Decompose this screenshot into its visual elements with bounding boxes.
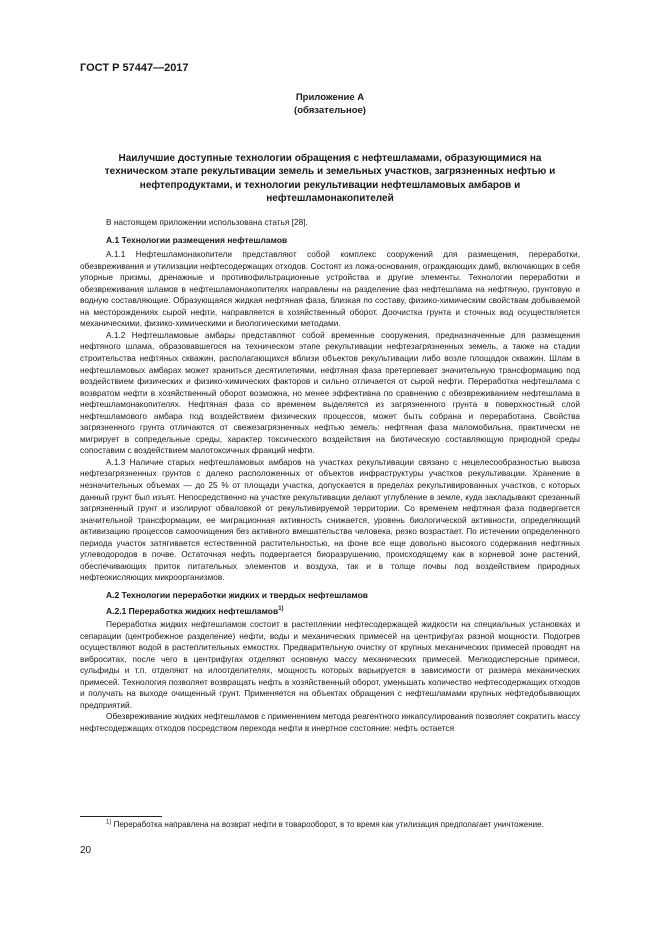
page-number: 20 — [80, 845, 92, 856]
footnote-marker: 1) — [106, 819, 112, 826]
section-a2-1-heading-text: А.2.1 Переработка жидких нефтешламов — [106, 605, 279, 616]
footnote-separator — [80, 816, 162, 817]
footnote-reference: 1) — [278, 605, 284, 612]
section-a1-heading: А.1 Технологии размещения нефтешламов — [106, 234, 288, 245]
paragraph-a1-2: А.1.2 Нефтешламовые амбары представляют собой временные сооружения, предназначенные для размещения нефтяного шлама, образовавшегося на техническом этапе рекультивации нефтезагрязненных земель, а также на стадии строительства нефтяных скважин, располагающихся вблизи объектов рекультивации либо возле площадок скважин. Шлам в нефтешламовых амбарах может храниться десятилетиями, нефтяная фаза претерпевает значительную трансформацию под воздействием физических и физико-химических факторов и сильно отличается от сырой нефти. Переработка нефтешлама с возвратом нефти в хозяйственный оборот возможна, но менее эффективна по сравнению с обезвреживанием нефтешлама в нефтешламонакопителях. Нефтяная фаза со временем выделяется из загрязненного грунта в поверхностный слой нефтешламового амбара под воздействием физических процессов, может быть собрана и переработана. Свойства загрязненного грунта отличаются от свежезагрязненных нефтью земель: нефтяная фаза маломобильна, практически не мигрирует в сопредельные среды, характер токсического воздействия на биотическую составляющую природной среды сопоставим с воздействием малотоксичных фракций нефти. — [80, 329, 580, 456]
paragraph-a2-1: Переработка жидких нефтешламов состоит в растеплении нефтесодержащей жидкости на специальных установках и сепарации (центробежное разделение) нефти, воды и механических примесей на центрифугах разной мощности. Подогрев осуществляют водой в растеплительных емкостях. Предварительную очистку от крупных механических примесей проводят на виброситах, после чего в центрифугах отделяют основную массу механических примесей. Мелкодисперсные примеси, сульфиды и т.п. отделяют на илоотделителях, мощность которых варьируется в зависимости от размера механических примесей. Технология позволяет возвращать нефть в хозяйственный оборот, уменьшать количество нефтесодержащих отходов и получать на выходе очищенный грунт. Применяется на объектах обращения с нефтешламами крупных нефтедобывающих предприятий. — [80, 619, 580, 710]
section-a2-heading: А.2 Технологии переработки жидких и твердых нефтешламов — [106, 589, 368, 600]
annex-label: Приложение А — [295, 92, 365, 103]
standard-designation: ГОСТ Р 57447—2017 — [80, 62, 189, 74]
footnote — [80, 819, 580, 830]
paragraph-a2-2: Обезвреживание жидких нефтешламов с применением метода реагентного инкапсулирования позволяет сократить массу нефтесодержащих отходов посредством перехода нефти в инертное состояние: нефть остается — [80, 711, 580, 733]
annex-title: Наилучшие доступные технологии обращения с нефтешламами, образующимися на техническом этапе рекультивации земель и земельных участков, загрязненных нефтью и нефтепродуктами, и технологии рекультивации нефтешламовых амбаров и нефтешламонакопителей — [104, 153, 556, 205]
annex-status: (обязательное) — [294, 105, 366, 116]
intro-paragraph: В настоящем приложении использована статья [28]. — [106, 217, 308, 227]
section-a2-1-heading — [80, 606, 580, 618]
document-body — [80, 217, 580, 735]
paragraph-a1-3: А.1.3 Наличие старых нефтешламовых амбаров на участках рекультивации связано с нецелесообразностью вывоза нефтезагрязненных грунтов с далеко расположенных от объектов инфраструктуры участков рекультивации. Хранение в незначительных объемах — до 25 % от площади участка, допускается в пределах рекультивированных участков, с которых данный грунт был изъят. Непосредственно на участке рекультивации делают углубление в земле, куда закладывают срезанный загрязненный грунт и изолируют обваловкой от рекультивируемой территории. Со временем нефтяная фаза подвергается значительной трансформации, ее миграционная активность снижается, уровень биологической активности, определяющий активизацию процессов самоочищения без активного вмешательства человека, резко возрастает. По истечении определенного периода участок затягивается естественной растительностью, на фоне все еще довольно высокого содержания нефтяных углеводородов в почве. Остаточная нефть подвергается биоразрушению, происходящему как в корневой зоне растений, обеспечивающих приток питательных элементов и воздуха, так и в толще почвы под воздействием природных нефтеокисляющих микроорганизмов. — [80, 456, 580, 583]
paragraph-a1-1: А.1.1 Нефтешламонакопители представляют собой комплекс сооружений для размещения, переработки, обезвреживания и утилизации нефтесодержащих отходов. Состоят из ложа-основания, ограждающих дамб, включающих в себя упорные призмы, дренажные и противофильтрационные устройства и другие элементы. Технологии переработки и обезвреживания шламов в нефтешламонакопителях направлены на разделение фаз нефтешлама на нефтяную, грунтовую и водную составляющие. Образующаяся жидкая нефтяная фаза, близкая по составу, физико-химическим свойствам добываемой на месторождениях сырой нефти, направляется в хозяйственный оборот. Доочистка грунта и сточных вод осуществляется механическими, физико-химическими и биологическими методами. — [80, 249, 580, 329]
footnote-text: Переработка направлена на возврат нефти в товарооборот, в то время как утилизация предполагает уничтожение. — [111, 820, 544, 829]
